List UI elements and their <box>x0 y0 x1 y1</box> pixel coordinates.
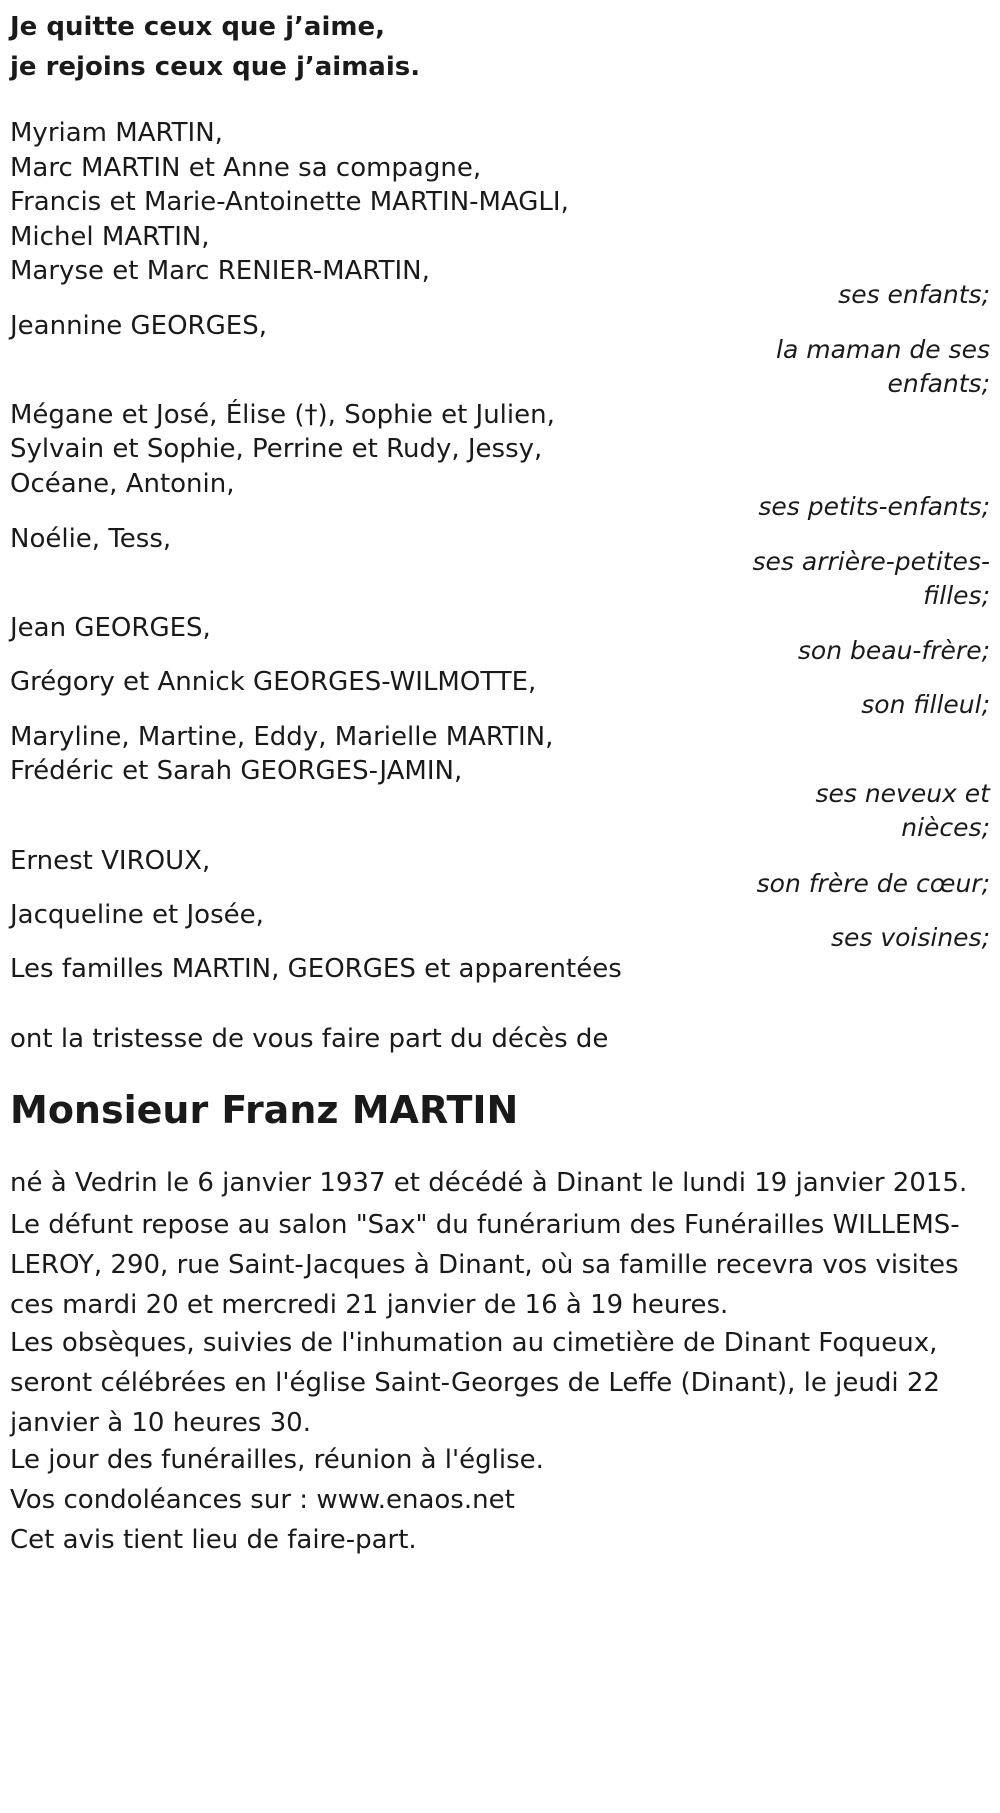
family-name: Frédéric et Sarah GEORGES-JAMIN, <box>10 756 463 786</box>
condolences-paragraph: Vos condoléances sur : www.enaos.net <box>10 1485 515 1515</box>
family-name: Marc MARTIN et Anne sa compagne, <box>10 153 482 183</box>
relation-label: ses arrière-petites- <box>752 547 990 576</box>
relation-label: ses neveux et <box>815 779 990 808</box>
relation-label: filles; <box>923 581 990 610</box>
ceremony-paragraph: Les obsèques, suivies de l'inhumation au cimetière de Dinant Foqueux, seront célébrées en l'église Saint-Georges de Leffe (Dinant), le jeudi 22 janvier à 10 heures 30. <box>10 1328 940 1438</box>
quote-line-1: Je quitte ceux que j’aime, <box>10 12 385 42</box>
quote-line-2: je rejoins ceux que j’aimais. <box>10 52 421 82</box>
family-name: Maryline, Martine, Eddy, Marielle MARTIN, <box>10 722 554 752</box>
family-name: Maryse et Marc RENIER-MARTIN, <box>10 256 430 286</box>
relation-label: son beau-frère; <box>797 636 990 665</box>
family-name: Noélie, Tess, <box>10 524 172 554</box>
relation-label: ses enfants; <box>838 280 990 309</box>
family-name: Michel MARTIN, <box>10 222 210 252</box>
family-name: Myriam MARTIN, <box>10 118 223 148</box>
family-name: Ernest VIROUX, <box>10 846 211 876</box>
family-name: Jeannine GEORGES, <box>10 311 267 341</box>
funeral-home-paragraph: Le défunt repose au salon "Sax" du funérarium des Funérailles WILLEMS-LEROY, 290, rue Saint-Jacques à Dinant, où sa famille recevra vos visites ces mardi 20 et mercredi 21 janvier de 16 à 19 heures. <box>10 1210 960 1320</box>
announcement-line: ont la tristesse de vous faire part du décès de <box>10 1024 609 1054</box>
gathering-paragraph: Le jour des funérailles, réunion à l'église. <box>10 1445 544 1475</box>
family-name: Océane, Antonin, <box>10 469 235 499</box>
relation-label: son frère de cœur; <box>756 869 990 898</box>
birth-death-paragraph: né à Vedrin le 6 janvier 1937 et décédé à Dinant le lundi 19 janvier 2015. <box>10 1168 968 1198</box>
family-name: Grégory et Annick GEORGES-WILMOTTE, <box>10 667 537 697</box>
families-line: Les familles MARTIN, GEORGES et apparentées <box>10 954 622 984</box>
deceased-name: Monsieur Franz MARTIN <box>10 1088 519 1132</box>
family-name: Sylvain et Sophie, Perrine et Rudy, Jessy, <box>10 434 543 464</box>
relation-label: enfants; <box>887 369 990 398</box>
relation-label: son filleul; <box>861 690 990 719</box>
family-name: Mégane et José, Élise (†), Sophie et Julien, <box>10 400 555 430</box>
family-name: Francis et Marie-Antoinette MARTIN-MAGLI, <box>10 187 569 217</box>
family-name: Jean GEORGES, <box>10 613 211 643</box>
relation-label: la maman de ses <box>776 335 990 364</box>
relation-label: ses voisines; <box>830 923 990 952</box>
relation-label: ses petits-enfants; <box>758 492 990 521</box>
family-name: Jacqueline et Josée, <box>10 900 264 930</box>
notice-paragraph: Cet avis tient lieu de faire-part. <box>10 1525 417 1555</box>
relation-label: nièces; <box>901 813 990 842</box>
